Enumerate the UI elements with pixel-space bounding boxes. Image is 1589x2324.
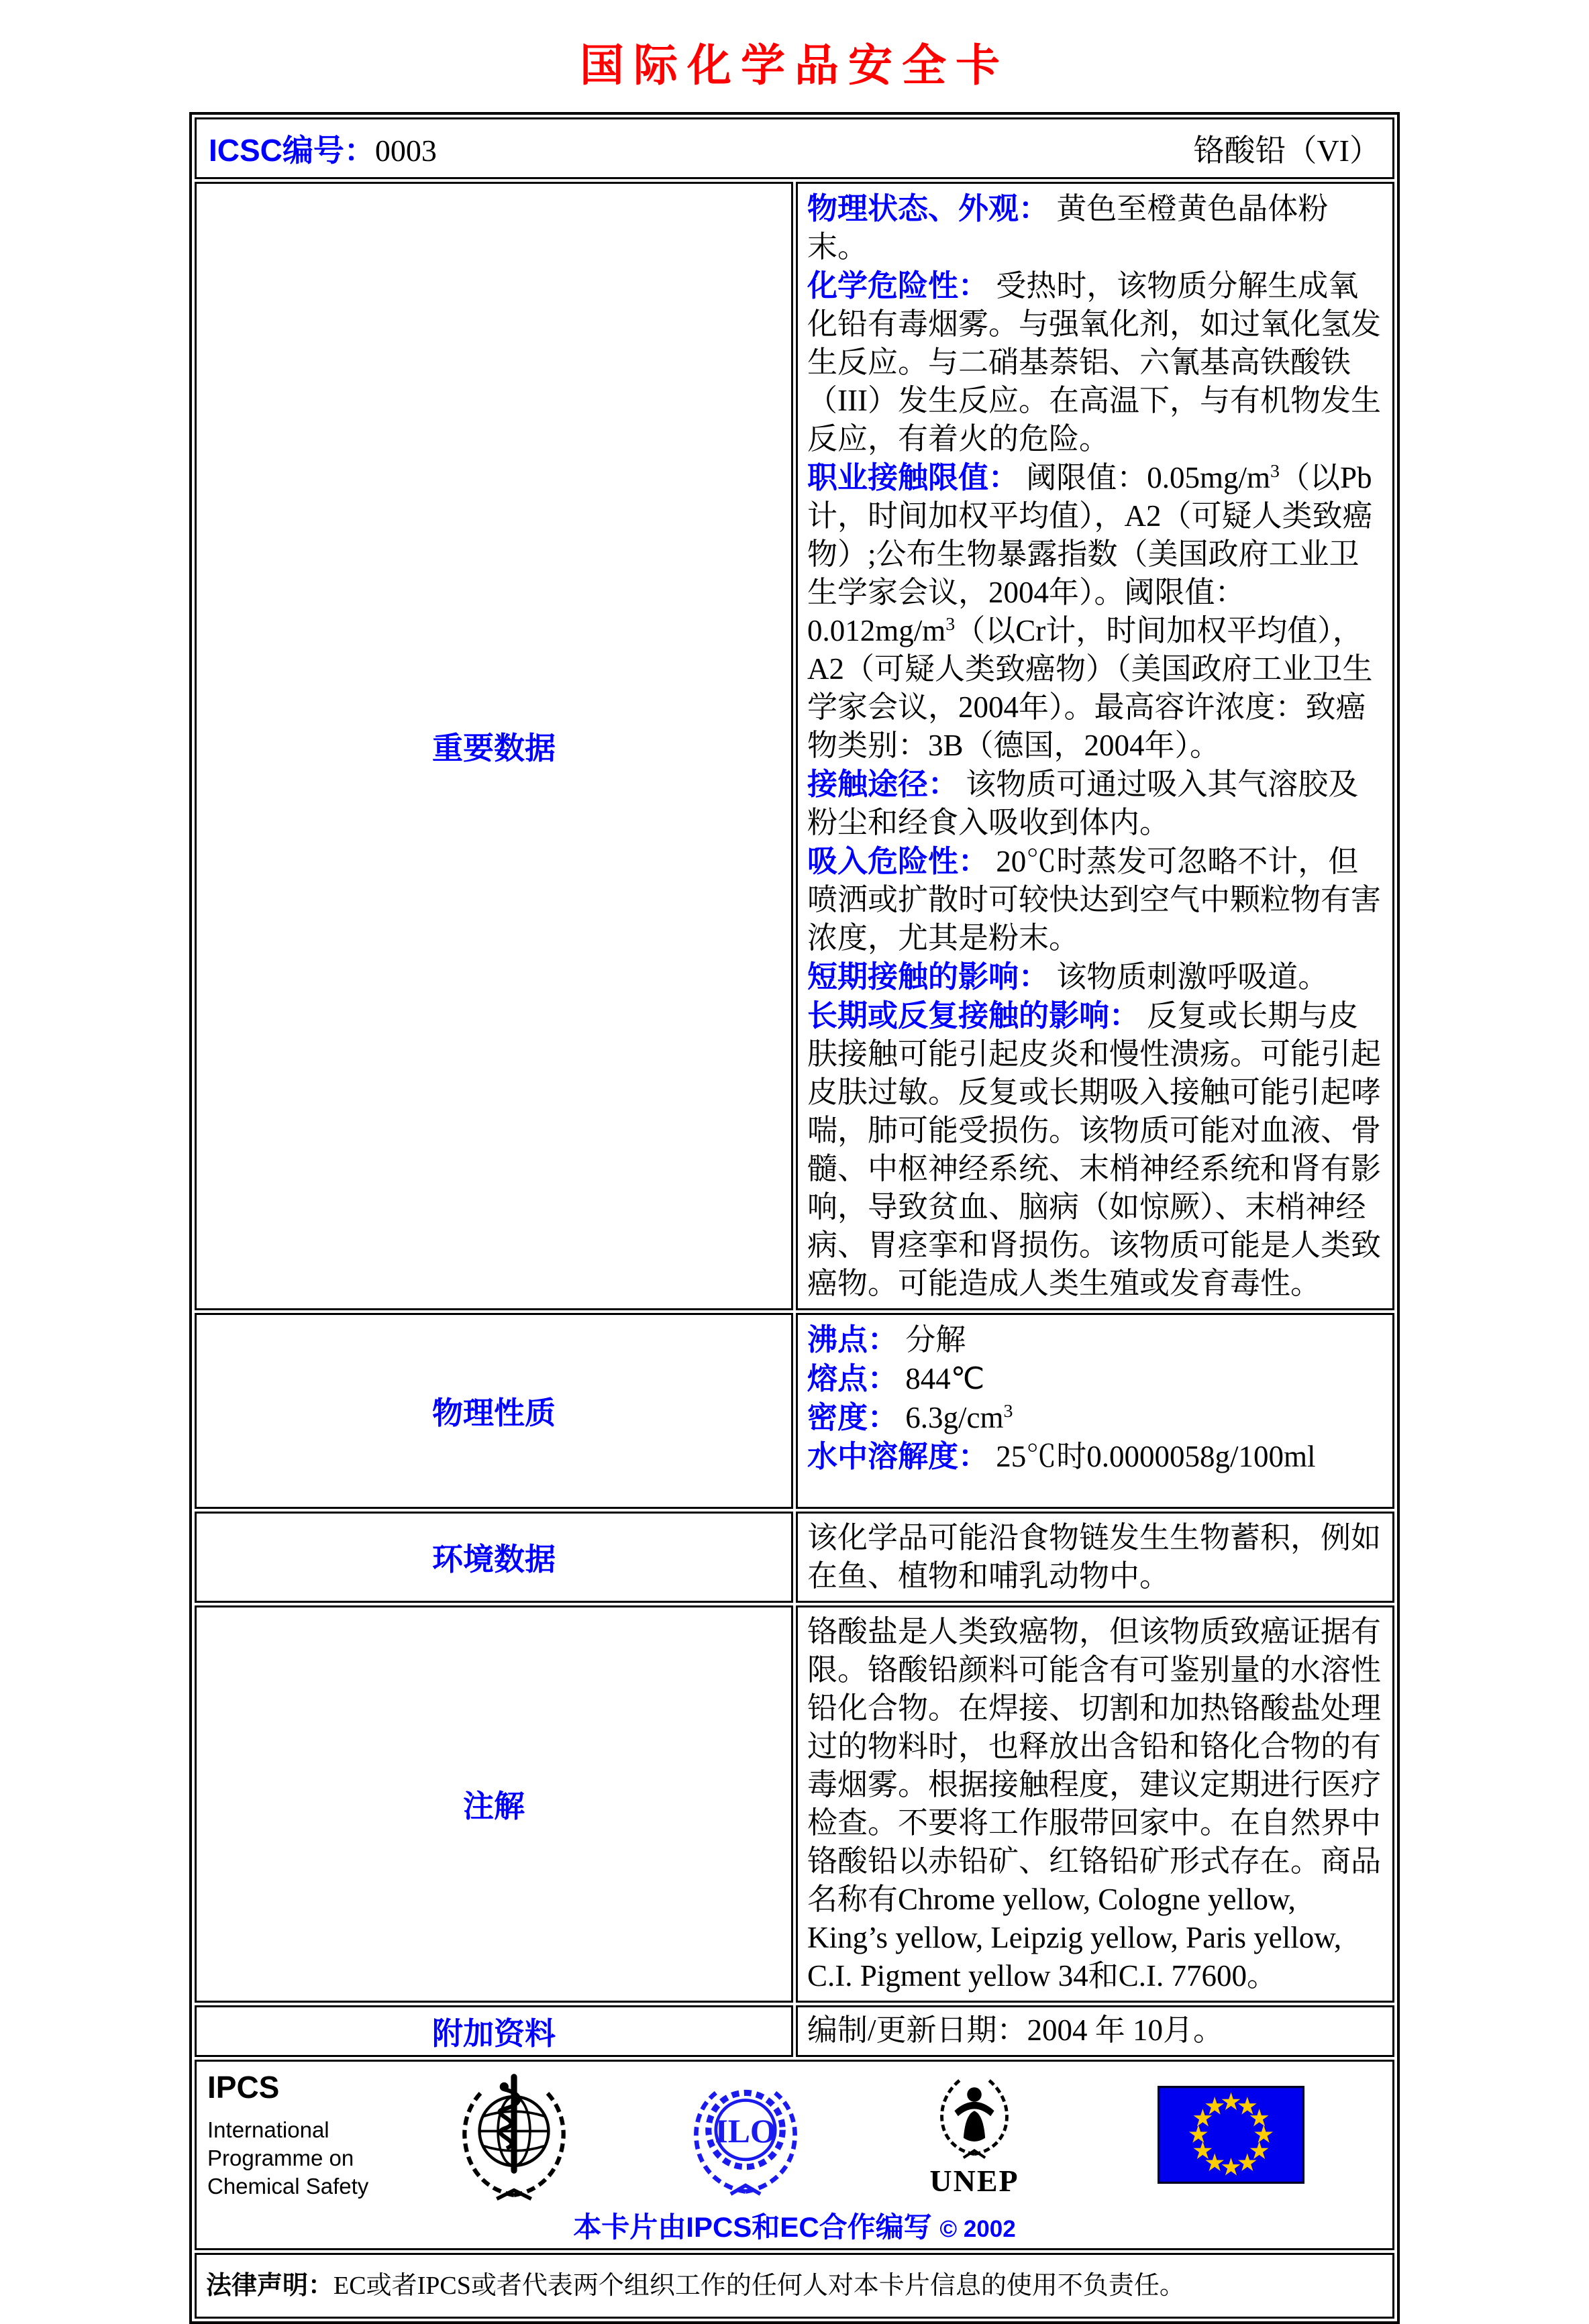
card-header-row: [195, 117, 1394, 179]
card-header-cell: [195, 117, 1394, 179]
copyright-text: © 2002: [939, 2216, 1016, 2242]
section-label-notes: 注解: [195, 1605, 793, 2003]
credit-text: 本卡片由IPCS和EC合作编写: [573, 2211, 932, 2243]
table-row-physical-properties: [195, 1313, 1394, 1509]
section-label-physical-properties: 物理性质: [195, 1313, 793, 1509]
chemical-name: 铬酸铅（VI）: [1193, 134, 1380, 168]
section-content-physical-properties: 沸点： 分解 熔点： 844℃ 密度： $6.3g/cm^3$ 水中溶解度： 25℃时0.0000058g/100ml: [796, 1313, 1394, 1509]
table-row-important-data: [195, 182, 1394, 1310]
ilo-letters: ILO: [715, 2113, 776, 2150]
section-label-environmental-data: 环境数据: [195, 1512, 793, 1603]
section-label-additional-information: 附加资料: [195, 2005, 793, 2057]
ilo-logo-icon: [682, 2073, 809, 2197]
icsc-number-label: ICSC编号：: [209, 133, 375, 168]
ipcs-title: IPCS: [207, 2070, 280, 2105]
icsc-number-value: 0003: [374, 134, 437, 168]
icsc-table: [189, 112, 1400, 2324]
ipcs-line: International: [207, 2117, 329, 2142]
organization-logos: [197, 2067, 1392, 2203]
card-header: [209, 126, 1380, 170]
section-content-notes: 铬酸盐是人类致癌物，但该物质致癌证据有限。铬酸铅颜料可能含有可鉴别量的水溶性铅化合物。在焊接、切割和加热铬酸盐处理过的物料时，也释放出含铅和铬化合物的有毒烟雾。根据接触程度，建议定期进行医疗检查。不要将工作服带回家中。在自然界中铬酸铅以赤铅矿、红铬铅矿形式存在。商品名称有Chrome yellow, Cologne yellow, King’s yellow, Leipzig yellow, Paris yellow, C.I. Pigment yellow 34和C.I. 77600。: [796, 1605, 1394, 2003]
credit-line: [197, 2205, 1392, 2246]
ipcs-text-block: [207, 2069, 387, 2201]
unep-label: UNEP: [929, 2164, 1019, 2198]
footer-row: [195, 2060, 1394, 2250]
table-row-additional-information: [195, 2005, 1394, 2057]
table-row-environmental-data: [195, 1512, 1394, 1603]
eu-flag-icon: [1158, 2086, 1304, 2184]
page-title: 国际化学品安全卡: [580, 42, 1009, 91]
ipcs-line: Programme on: [207, 2146, 354, 2170]
icsc-number: [209, 126, 437, 170]
table-row-notes: [195, 1605, 1394, 2003]
who-logo-icon: [452, 2067, 576, 2203]
legal-row: [195, 2253, 1394, 2319]
legal-notice: 法律声明：EC或者IPCS或者代表两个组织工作的任何人对本卡片信息的使用不负责任。: [195, 2253, 1394, 2319]
unep-logo-icon: [911, 2071, 1038, 2199]
ipcs-line: Chemical Safety: [207, 2174, 369, 2199]
section-content-important-data: 物理状态、外观： 黄色至橙黄色晶体粉末。 化学危险性： 受热时，该物质分解生成氧化铅有毒烟雾。与强氧化剂，如过氧化氢发生反应。与二硝基萘铝、六氰基高铁酸铁（III）发生反应。在高温下，与有机物发生反应，有着火的危险。 职业接触限值： 阈限值：$0.05mg/m^3$（以Pb计，时间加权平均值），A2（可疑人类致癌物）;公布生物暴露指数（美国政府工业卫生学家会议，2004年）。阈限值：$0.012mg/m^3$（以Cr计，时间加权平均值），A2（可疑人类致癌物）（美国政府工业卫生学家会议，2004年）。最高容许浓度：致癌物类别：3B（德国，2004年）。 接触途径： 该物质可通过吸入其气溶胶及粉尘和经食入吸收到体内。 吸入危险性： 20℃时蒸发可忽略不计，但喷洒或扩散时可较快达到空气中颗粒物有害浓度，尤其是粉末。 短期接触的影响： 该物质刺激呼吸道。 长期或反复接触的影响： 反复或长期与皮肤接触可能引起皮炎和慢性溃疡。可能引起皮肤过敏。反复或长期吸入接触可能引起哮喘，肺可能受损伤。该物质可能对血液、骨髓、中枢神经系统、末梢神经系统和肾有影响，导致贫血、脑病（如惊厥）、末梢神经病、胃痉挛和肾损伤。该物质可能是人类致癌物。可能造成人类生殖或发育毒性。: [796, 182, 1394, 1310]
section-content-additional-information: 编制/更新日期：2004 年 10月。: [796, 2005, 1394, 2057]
section-label-important-data: 重要数据: [195, 182, 793, 1310]
section-content-environmental-data: 该化学品可能沿食物链发生生物蓄积，例如在鱼、植物和哺乳动物中。: [796, 1512, 1394, 1603]
footer: [195, 2060, 1394, 2250]
